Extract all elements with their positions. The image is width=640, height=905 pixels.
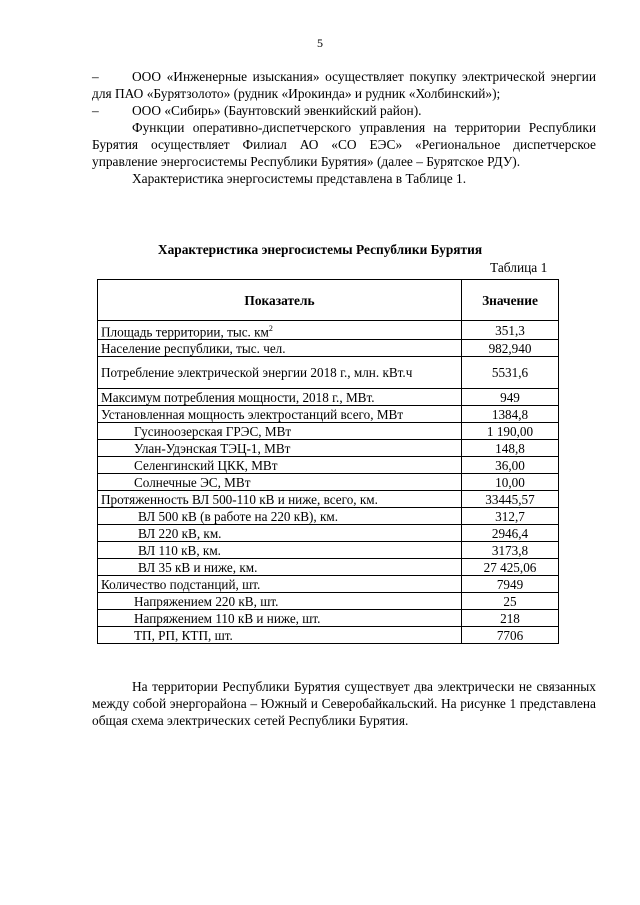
intro-item-2 <box>92 102 596 119</box>
intro-item-1 <box>92 68 596 102</box>
row-label: ВЛ 110 кВ, км. <box>98 542 462 559</box>
table-header-row <box>98 280 559 321</box>
intro-item-1-text: ООО «Инженерные изыскания» осуществляет покупку электрической энергии для ПАО «Бурятзолото» (рудник «Ирокинда» и рудник «Холбинский»); <box>92 69 596 101</box>
table-caption: Таблица 1 <box>490 260 548 275</box>
row-value: 7949 <box>462 576 559 593</box>
intro-item-2-text: ООО «Сибирь» (Баунтовский эвенкийский район). <box>132 103 422 118</box>
row-label: ВЛ 35 кВ и ниже, км. <box>98 559 462 576</box>
table-row <box>98 491 559 508</box>
table-row <box>98 576 559 593</box>
intro-paragraph-2: Характеристика энергосистемы представлена в Таблице 1. <box>132 171 467 186</box>
table-title: Характеристика энергосистемы Республики Бурятия <box>157 242 483 257</box>
table-row <box>98 321 559 340</box>
dash-marker: – <box>92 103 99 118</box>
row-value: 351,3 <box>462 321 559 340</box>
row-value: 2946,4 <box>462 525 559 542</box>
table-row <box>98 593 559 610</box>
table-row <box>98 357 559 389</box>
table-row <box>98 542 559 559</box>
header-indicator: Показатель <box>98 280 462 321</box>
header-value: Значение <box>462 280 559 321</box>
superscript: 2 <box>268 324 273 333</box>
row-label: Селенгинский ЦКК, МВт <box>98 457 462 474</box>
row-value: 312,7 <box>462 508 559 525</box>
row-label: Гусиноозерская ГРЭС, МВт <box>98 423 462 440</box>
row-value: 36,00 <box>462 457 559 474</box>
energy-system-table <box>97 279 559 644</box>
row-value: 7706 <box>462 627 559 644</box>
row-label: ВЛ 220 кВ, км. <box>98 525 462 542</box>
table-row <box>98 440 559 457</box>
table-row <box>98 508 559 525</box>
row-label: ТП, РП, КТП, шт. <box>98 627 462 644</box>
closing-paragraph: На территории Республики Бурятия существует два электрически не связанных между собой энергорайона – Южный и Северобайкальский. На рисунке 1 представлена общая схема электрических сетей Республики Бурятия. <box>92 679 596 728</box>
row-value: 33445,57 <box>462 491 559 508</box>
row-label: Улан-Удэнская ТЭЦ-1, МВт <box>98 440 462 457</box>
row-value: 218 <box>462 610 559 627</box>
row-label: Площадь территории, тыс. $км^2$ <box>98 321 462 340</box>
table-row <box>98 610 559 627</box>
table-row <box>98 340 559 357</box>
intro-paragraph-1: Функции оперативно-диспетчерского управления на территории Республики Бурятия осуществляет Филиал АО «СО ЕЭС» «Региональное диспетчерское управление энергосистемы Республики Бурятия» (далее – Бурятское РДУ). <box>92 120 596 169</box>
row-label: Количество подстанций, шт. <box>98 576 462 593</box>
row-value: 5531,6 <box>462 357 559 389</box>
row-label: Солнечные ЭС, МВт <box>98 474 462 491</box>
row-value: 10,00 <box>462 474 559 491</box>
row-label: Население республики, тыс. чел. <box>98 340 462 357</box>
row-label: Напряжением 110 кВ и ниже, шт. <box>98 610 462 627</box>
row-value: 27 425,06 <box>462 559 559 576</box>
row-value: 25 <box>462 593 559 610</box>
table-row <box>98 457 559 474</box>
row-label: Напряжением 220 кВ, шт. <box>98 593 462 610</box>
table-row <box>98 406 559 423</box>
table-row <box>98 627 559 644</box>
row-value: 949 <box>462 389 559 406</box>
row-value: 1384,8 <box>462 406 559 423</box>
table-row <box>98 474 559 491</box>
table-row <box>98 389 559 406</box>
table-row <box>98 559 559 576</box>
row-label: Установленная мощность электростанций всего, МВт <box>98 406 462 423</box>
row-value: 1 190,00 <box>462 423 559 440</box>
row-label: ВЛ 500 кВ (в работе на 220 кВ), км. <box>98 508 462 525</box>
table-row <box>98 423 559 440</box>
row-value: 148,8 <box>462 440 559 457</box>
row-label: Протяженность ВЛ 500-110 кВ и ниже, всего, км. <box>98 491 462 508</box>
page-number: 5 <box>317 36 323 50</box>
intro-block <box>92 68 596 187</box>
row-label: Потребление электрической энергии 2018 г., млн. кВт.ч <box>98 357 462 389</box>
table-row <box>98 525 559 542</box>
row-value: 982,940 <box>462 340 559 357</box>
dash-marker: – <box>92 69 99 84</box>
row-label: Максимум потребления мощности, 2018 г., МВт. <box>98 389 462 406</box>
row-value: 3173,8 <box>462 542 559 559</box>
